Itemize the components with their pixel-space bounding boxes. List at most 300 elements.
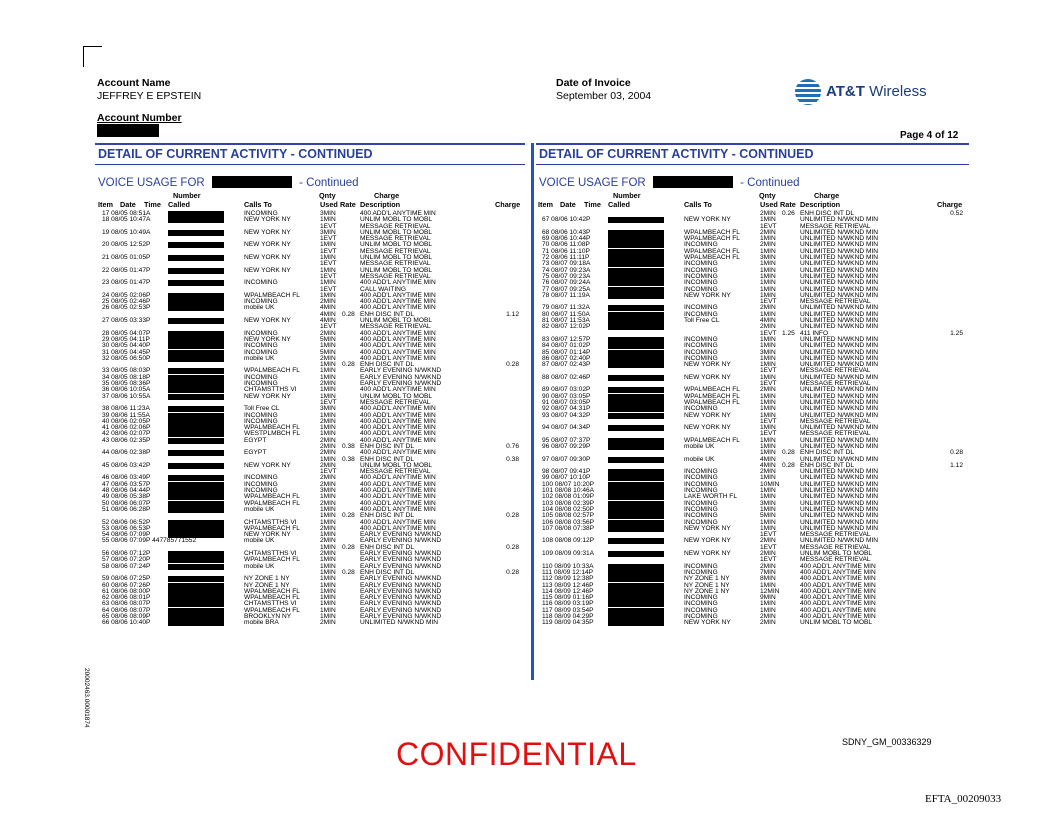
cell-rate: 0.26 <box>782 210 795 217</box>
cell-item: 17 08/05 08:51A <box>102 210 151 217</box>
cell-item: 21 08/05 01:05P <box>102 254 151 262</box>
cell-description: UNLIMITED N/WKND MIN <box>800 442 879 450</box>
cell-calls-to: NEW YORK NY <box>684 619 731 627</box>
cell-description: EARLY EVENING N/WKND <box>360 587 442 595</box>
cell-calls-to: INCOMING <box>244 411 278 419</box>
cell-used: 1EVT <box>320 272 337 280</box>
redaction-bar <box>608 406 664 412</box>
cell-description: UNLIMITED N/WKND MIN <box>800 317 879 325</box>
cell-item: 58 08/06 07:24P <box>102 562 151 570</box>
redaction-bar <box>608 438 664 444</box>
cell-calls-to: WPALMBEACH FL <box>244 291 300 299</box>
invoice-date: September 03, 2004 <box>556 90 652 102</box>
cell-description: 400 ADD'L ANYTIME MIN <box>800 606 876 614</box>
cell-used: 2MIN <box>320 480 336 488</box>
cell-description: 400 ADD'L ANYTIME MIN <box>360 487 436 495</box>
cell-used: 2MIN <box>320 499 336 507</box>
cell-item: 94 08/07 04:34P <box>542 424 591 432</box>
redaction-bar <box>168 387 224 393</box>
redaction-bar <box>168 620 224 626</box>
redaction-bar <box>608 595 664 601</box>
cell-calls-to: mobile BRA <box>244 619 279 627</box>
redaction-bar <box>608 280 664 286</box>
redaction-bar <box>168 299 224 305</box>
cell-calls-to: INCOMING <box>684 354 718 362</box>
redaction-bar <box>168 280 224 286</box>
cell-calls-to: INCOMING <box>244 487 278 495</box>
redaction-bar <box>168 268 224 274</box>
cell-item: 109 08/09 09:31A <box>542 550 595 558</box>
cell-used: 1MIN <box>760 392 776 400</box>
cell-calls-to: WPALMBEACH FL <box>244 594 300 602</box>
cell-description: MESSAGE RETRIEVAL <box>360 247 431 255</box>
cell-description: UNLIM MOBL TO MOBL <box>360 241 433 249</box>
redaction-bar <box>608 375 664 381</box>
cell-description: 400 ADD'L ANYTIME MIN <box>360 417 436 425</box>
cell-item: 32 08/05 06:50P <box>102 354 151 362</box>
cell-item: 54 08/06 07:09P <box>102 531 151 539</box>
cell-rate: 0.28 <box>782 461 795 469</box>
cell-used: 1MIN <box>320 568 336 576</box>
redaction-bar <box>168 425 224 431</box>
cell-item: 71 08/06 11:10P <box>542 247 590 255</box>
cell-description: 400 ADD'L ANYTIME MIN <box>360 335 436 343</box>
cell-calls-to: NEW YORK NY <box>244 266 291 274</box>
att-wireless-logo <box>795 79 945 113</box>
cell-item: 46 08/06 03:49P <box>102 474 151 482</box>
cell-charge: 0.28 <box>950 449 963 457</box>
cell-calls-to: NEW YORK NY <box>684 411 731 419</box>
redaction-bar <box>608 356 664 362</box>
cell-calls-to: INCOMING <box>684 606 718 614</box>
redaction-bar <box>608 608 664 614</box>
cell-description: UNLIMITED N/WKND MIN <box>800 354 879 362</box>
cell-description: UNLIMITED N/WKND MIN <box>800 285 879 293</box>
cell-used: 1MIN <box>320 411 336 419</box>
cell-used: 1MIN <box>320 266 336 274</box>
cell-item: 98 08/07 09:41P <box>542 468 591 476</box>
cell-calls-to: NEW YORK NY <box>244 392 291 400</box>
cell-calls-to: Toll Free CL <box>244 405 280 413</box>
cell-calls-to: INCOMING <box>684 405 718 413</box>
redaction-bar <box>608 287 664 293</box>
cell-description: MESSAGE RETRIEVAL <box>800 543 871 551</box>
cell-calls-to: INCOMING <box>684 272 718 280</box>
cell-calls-to: NEW YORK NY <box>684 550 731 558</box>
cell-calls-to: Toll Free CL <box>684 317 720 325</box>
cell-used: 2MIN <box>320 461 336 469</box>
cell-description: UNLIMITED N/WKND MIN <box>800 480 879 488</box>
redaction-bar <box>168 211 224 217</box>
cell-used: 1MIN <box>760 373 776 381</box>
cell-used: 1MIN <box>760 518 776 526</box>
cell-item: 28 08/05 04:07P <box>102 329 151 337</box>
cell-description: EARLY EVENING N/WKND <box>360 600 442 608</box>
redaction-bar <box>168 507 224 513</box>
cell-item: 90 08/07 03:05P <box>542 392 591 400</box>
cell-calls-to: INCOMING <box>684 342 718 350</box>
cell-item: 37 08/06 10:55A <box>102 392 151 400</box>
cell-rate: 0.38 <box>342 442 355 450</box>
cell-used: 1EVT <box>320 247 337 255</box>
cell-charge: 0.28 <box>506 361 519 369</box>
cell-description: 400 ADD'L ANYTIME MIN <box>800 562 876 570</box>
cell-calls-to: WPALMBEACH FL <box>684 386 740 394</box>
redaction-bar <box>168 431 224 437</box>
cell-description: UNLIM MOBL TO MOBL <box>360 461 433 469</box>
cell-calls-to: WPALMBEACH FL <box>684 392 740 400</box>
cell-description: MESSAGE RETRIEVAL <box>360 235 431 243</box>
hdr-rate: Rate <box>340 200 356 209</box>
cell-used: 3MIN <box>760 348 776 356</box>
cell-item: 70 08/06 11:08P <box>542 241 590 249</box>
rule-left <box>95 143 525 145</box>
voice-usage-suffix: - Continued <box>740 177 800 189</box>
cell-calls-to: NEW YORK NY <box>244 216 291 224</box>
cell-calls-to: NEW YORK NY <box>684 291 731 299</box>
redaction-bar <box>168 217 224 223</box>
cell-item: 63 08/06 08:07P <box>102 600 151 608</box>
cell-charge: 0.28 <box>506 543 519 551</box>
redaction-bar <box>608 337 664 343</box>
cell-description: EARLY EVENING N/WKND <box>360 550 442 558</box>
cell-used: 1MIN <box>760 247 776 255</box>
redaction-bar <box>608 444 664 450</box>
cell-used: 1MIN <box>760 405 776 413</box>
cell-description: UNLIM MOBL TO MOBL <box>360 228 433 236</box>
redaction-bar <box>168 337 224 343</box>
cell-description: UNLIMITED N/WKND MIN <box>800 323 879 331</box>
redaction-bar <box>608 362 664 368</box>
cell-charge: 1.25 <box>950 329 963 337</box>
cell-description: UNLIMITED N/WKND MIN <box>800 291 879 299</box>
cell-used: 1MIN <box>760 266 776 274</box>
redaction-bar <box>608 413 664 419</box>
redaction-bar <box>168 293 224 299</box>
cell-calls-to: INCOMING <box>684 285 718 293</box>
column-divider <box>531 143 534 680</box>
redaction-bar <box>168 305 224 311</box>
voice-usage-suffix: - Continued <box>299 177 359 189</box>
cell-used: 1MIN <box>760 335 776 343</box>
redaction-bar <box>608 507 664 513</box>
redaction-bar <box>168 438 224 444</box>
cell-description: UNLIMITED N/WKND MIN <box>800 505 879 513</box>
page-number: Page 4 of 12 <box>900 130 959 141</box>
cell-description: 400 ADD'L ANYTIME MIN <box>360 505 436 513</box>
cell-description: 400 ADD'L ANYTIME MIN <box>360 348 436 356</box>
cell-item: 80 08/07 11:50A <box>542 310 590 318</box>
section-underline-left <box>95 164 525 165</box>
cell-used: 1MIN <box>760 449 776 457</box>
redaction-bar <box>608 236 664 242</box>
redaction-bar <box>168 413 224 419</box>
cell-item: 104 08/08 02:50P <box>542 505 595 513</box>
cell-used: 1MIN <box>760 260 776 268</box>
cell-description: UNLIMITED N/WKND MIN <box>800 398 879 406</box>
cell-item: 106 08/08 03:56P <box>542 518 595 526</box>
redaction-bar <box>608 274 664 280</box>
cell-item: 25 08/05 02:46P <box>102 298 151 306</box>
cell-item: 41 08/06 02:06P <box>102 424 151 432</box>
cell-calls-to: mobile UK <box>684 442 715 450</box>
cell-used: 1MIN <box>320 216 336 224</box>
confidential-stamp: CONFIDENTIAL <box>396 736 637 772</box>
redaction-bar <box>168 343 224 349</box>
cell-calls-to: NEW YORK NY <box>244 228 291 236</box>
cell-used: 1MIN <box>320 373 336 381</box>
cell-calls-to: mobile UK <box>244 505 275 513</box>
cell-used: 2MIN <box>320 442 336 450</box>
hdr-time: Time <box>144 200 161 209</box>
cell-description: EARLY EVENING N/WKND <box>360 537 442 545</box>
cell-used: 5MIN <box>320 335 336 343</box>
cell-item: 27 08/05 03:33P <box>102 317 151 325</box>
cell-item: 53 08/06 06:53P <box>102 524 151 532</box>
redaction-bar <box>608 242 664 248</box>
cell-item: 31 08/05 04:45P <box>102 348 151 356</box>
cell-description: UNLIMITED N/WKND MIN <box>800 247 879 255</box>
hdr-used: Used <box>320 200 338 209</box>
redaction-bar <box>168 368 224 374</box>
cell-used: 4MIN <box>760 317 776 325</box>
redaction-bar <box>168 419 224 425</box>
hdr-called: Called <box>168 200 190 209</box>
cell-used: 1MIN <box>320 594 336 602</box>
cell-description: EARLY EVENING N/WKND <box>360 531 442 539</box>
redaction-bar <box>608 620 664 626</box>
cell-item: 114 08/09 12:46P <box>542 587 594 595</box>
usage-table-right <box>538 211 968 627</box>
cell-description: 400 ADD'L ANYTIME MIN <box>800 600 876 608</box>
cell-used: 2MIN <box>760 386 776 394</box>
cell-item: 40 08/06 02:05P <box>102 417 151 425</box>
cell-item: 64 08/06 08:07P <box>102 606 151 614</box>
redaction-bar <box>608 305 664 311</box>
redaction-bar <box>168 576 224 582</box>
cell-description: MESSAGE RETRIEVAL <box>360 222 431 230</box>
cell-charge: 0.28 <box>506 512 519 520</box>
redaction-bar <box>168 350 224 356</box>
redaction-bar <box>168 526 224 532</box>
cell-calls-to: INCOMING <box>684 266 718 274</box>
voice-usage-title-left <box>98 176 359 189</box>
cell-used: 1MIN <box>320 505 336 513</box>
cell-calls-to: INCOMING <box>684 594 718 602</box>
cell-description: UNLIMITED N/WKND MIN <box>800 272 879 280</box>
cell-used: 2MIN <box>320 449 336 457</box>
cell-used: 4MIN <box>320 304 336 312</box>
cell-item: 103 08/08 02:39P <box>542 499 595 507</box>
cell-description: UNLIMITED N/WKND MIN <box>800 512 879 520</box>
cell-description: UNLIM MOBL TO MOBL <box>360 254 433 262</box>
cell-description: UNLIMITED N/WKND MIN <box>800 436 879 444</box>
cell-description: EARLY EVENING N/WKND <box>360 373 442 381</box>
cell-item: 83 08/07 12:57P <box>542 335 591 343</box>
cell-description: UNLIMITED N/WKND MIN <box>800 279 879 287</box>
cell-rate: 0.38 <box>342 455 355 463</box>
cell-item: 67 08/06 10:42P <box>542 216 591 224</box>
cell-calls-to: WPALMBEACH FL <box>684 398 740 406</box>
cell-used: 1MIN <box>760 493 776 501</box>
cell-description: UNLIMITED N/WKND MIN <box>800 348 879 356</box>
cell-used: 1MIN <box>320 556 336 564</box>
redaction-bar <box>168 230 224 236</box>
cell-description: 400 ADD'L ANYTIME MIN <box>360 436 436 444</box>
cell-calls-to: NEW YORK NY <box>244 461 291 469</box>
cell-calls-to: INCOMING <box>684 518 718 526</box>
cell-calls-to: mobile UK <box>244 304 275 312</box>
hdr-charge-amt: Charge <box>937 200 963 209</box>
table-row <box>538 620 968 626</box>
cell-item: 96 08/07 09:29P <box>542 442 591 450</box>
cell-item: 119 08/09 04:35P <box>542 619 594 627</box>
redaction-bar <box>608 318 664 324</box>
cell-used: 1MIN <box>760 411 776 419</box>
cell-description: MESSAGE RETRIEVAL <box>800 380 871 388</box>
cell-description: UNLIM MOBL TO MOBL <box>800 619 873 627</box>
redaction-bar <box>608 217 664 223</box>
cell-item: 89 08/07 03:02P <box>542 386 591 394</box>
cell-item: 22 08/05 01:47P <box>102 266 151 274</box>
cell-description: 400 ADD'L ANYTIME MIN <box>360 386 436 394</box>
cell-used: 4MIN <box>320 317 336 325</box>
cell-used: 1MIN <box>320 581 336 589</box>
cell-used: 1MIN <box>320 392 336 400</box>
efta-number: EFTA_00209033 <box>925 793 1002 805</box>
cell-item: 65 08/06 08:09P <box>102 613 151 620</box>
cell-used: 5MIN <box>320 348 336 356</box>
redaction-bar <box>608 589 664 595</box>
cell-used: 1EVT <box>320 260 337 268</box>
cell-description: ENH DISC INT DL <box>800 449 855 457</box>
cell-used: 2MIN <box>760 537 776 545</box>
cell-description: MESSAGE RETRIEVAL <box>800 430 871 438</box>
redaction-bar <box>168 381 224 387</box>
redaction-bar <box>168 394 224 400</box>
cell-item: 29 08/05 04:11P <box>102 335 150 343</box>
redaction-bar <box>608 520 664 526</box>
cell-calls-to: INCOMING <box>684 512 718 520</box>
cell-used: 3MIN <box>320 405 336 413</box>
cell-description: UNLIM MOBL TO MOBL <box>360 216 433 224</box>
cell-item: 118 08/09 04:29P <box>542 613 594 620</box>
cell-used: 1MIN <box>760 398 776 406</box>
cell-calls-to: INCOMING <box>684 310 718 318</box>
cell-calls-to: NEW YORK NY <box>684 424 731 432</box>
cell-used: 1MIN <box>320 342 336 350</box>
cell-item: 47 08/06 03:57P <box>102 480 151 488</box>
cell-rate: 0.28 <box>342 568 355 576</box>
cell-used: 1MIN <box>760 291 776 299</box>
cell-used: 1MIN <box>320 606 336 614</box>
cell-used: 1EVT <box>760 556 777 564</box>
redaction-bar <box>168 318 224 324</box>
cell-item: 84 08/07 01:02P <box>542 342 591 350</box>
cell-item: 107 08/08 07:38P <box>542 524 595 532</box>
cell-used: 1MIN <box>320 531 336 539</box>
cell-item: 110 08/09 10:33A <box>542 562 594 570</box>
cell-calls-to: NY ZONE 1 NY <box>684 575 730 583</box>
cell-item: 66 08/06 10:40P <box>102 619 151 627</box>
cell-item: 48 08/06 04:44P <box>102 487 151 495</box>
cell-calls-to: mobile UK <box>684 455 715 463</box>
cell-used: 1MIN <box>760 606 776 614</box>
cell-description: UNLIMITED N/WKND MIN <box>800 487 879 495</box>
cell-description: 400 ADD'L ANYTIME MIN <box>360 474 436 482</box>
cell-used: 1EVT <box>760 380 777 388</box>
cell-calls-to: INCOMING <box>244 279 278 287</box>
cell-item: 33 08/05 08:03P <box>102 367 151 375</box>
redaction-bar <box>608 614 664 620</box>
cell-description: UNLIMITED N/WKND MIN <box>800 518 879 526</box>
column-headers-right <box>538 192 968 210</box>
cell-calls-to: INCOMING <box>244 210 278 217</box>
cell-description: EARLY EVENING N/WKND <box>360 594 442 602</box>
cell-description: 400 ADD'L ANYTIME MIN <box>360 524 436 532</box>
cell-item: 51 08/06 06:28P <box>102 505 151 513</box>
rule-right <box>536 143 969 145</box>
cell-calls-to: NEW YORK NY <box>244 254 291 262</box>
cell-rate: 0.28 <box>342 512 355 520</box>
cell-description: EARLY EVENING N/WKND <box>360 606 442 614</box>
cell-item: 55 08/06 07:09P 447785771552 <box>102 537 197 545</box>
section-title-left: DETAIL OF CURRENT ACTIVITY - CONTINUED <box>98 147 373 161</box>
cell-used: 1MIN <box>760 361 776 369</box>
hdr-calls-to: Calls To <box>684 200 712 209</box>
redaction-bar <box>608 387 664 393</box>
cell-calls-to: NEW YORK NY <box>244 317 291 325</box>
cell-item: 117 08/09 03:54P <box>542 606 594 614</box>
cell-description: 400 ADD'L ANYTIME MIN <box>360 291 436 299</box>
cell-calls-to: NY ZONE 1 NY <box>684 587 730 595</box>
cell-used: 1MIN <box>320 587 336 595</box>
cell-calls-to: WPALMBEACH FL <box>684 254 740 262</box>
cell-description: ENH DISC INT DL <box>360 442 415 450</box>
cell-used: 2MIN <box>760 550 776 558</box>
redaction-bar <box>608 538 664 544</box>
cell-description: CALL WAITING <box>360 285 407 293</box>
cell-description: 400 ADD'L ANYTIME MIN <box>800 594 876 602</box>
cell-item: 97 08/07 09:30P <box>542 455 591 463</box>
cell-used: 1MIN <box>320 575 336 583</box>
cell-description: MESSAGE RETRIEVAL <box>800 531 871 539</box>
cell-used: 8MIN <box>760 575 776 583</box>
cell-calls-to: NY ZONE 1 NY <box>684 581 730 589</box>
voice-usage-prefix: VOICE USAGE FOR <box>98 177 205 189</box>
cell-description: UNLIMITED N/WKND MIN <box>800 228 879 236</box>
cell-item: 45 08/06 03:42P <box>102 461 151 469</box>
cell-description: UNLIM MOBL TO MOBL <box>800 550 873 558</box>
cell-used: 2MIN <box>320 537 336 545</box>
cell-calls-to: EGYPT <box>244 436 267 444</box>
cell-used: 1MIN <box>320 254 336 262</box>
cell-description: ENH DISC INT DL <box>800 210 855 217</box>
cell-used: 2MIN <box>760 304 776 312</box>
cell-description: MESSAGE RETRIEVAL <box>800 222 871 230</box>
cell-item: 39 08/06 11:55A <box>102 411 150 419</box>
cell-used: 1MIN <box>760 235 776 243</box>
cell-item: 30 08/05 04:40P <box>102 342 151 350</box>
cell-item: 78 08/07 11:19A <box>542 291 590 299</box>
hdr-calls-to: Calls To <box>244 200 272 209</box>
redaction-bar <box>168 375 224 381</box>
cell-calls-to: INCOMING <box>684 260 718 268</box>
cell-description: MESSAGE RETRIEVAL <box>360 468 431 476</box>
cell-item: 88 08/07 02:46P <box>542 373 591 381</box>
redaction-number <box>653 176 733 188</box>
cell-used: 1MIN <box>760 285 776 293</box>
